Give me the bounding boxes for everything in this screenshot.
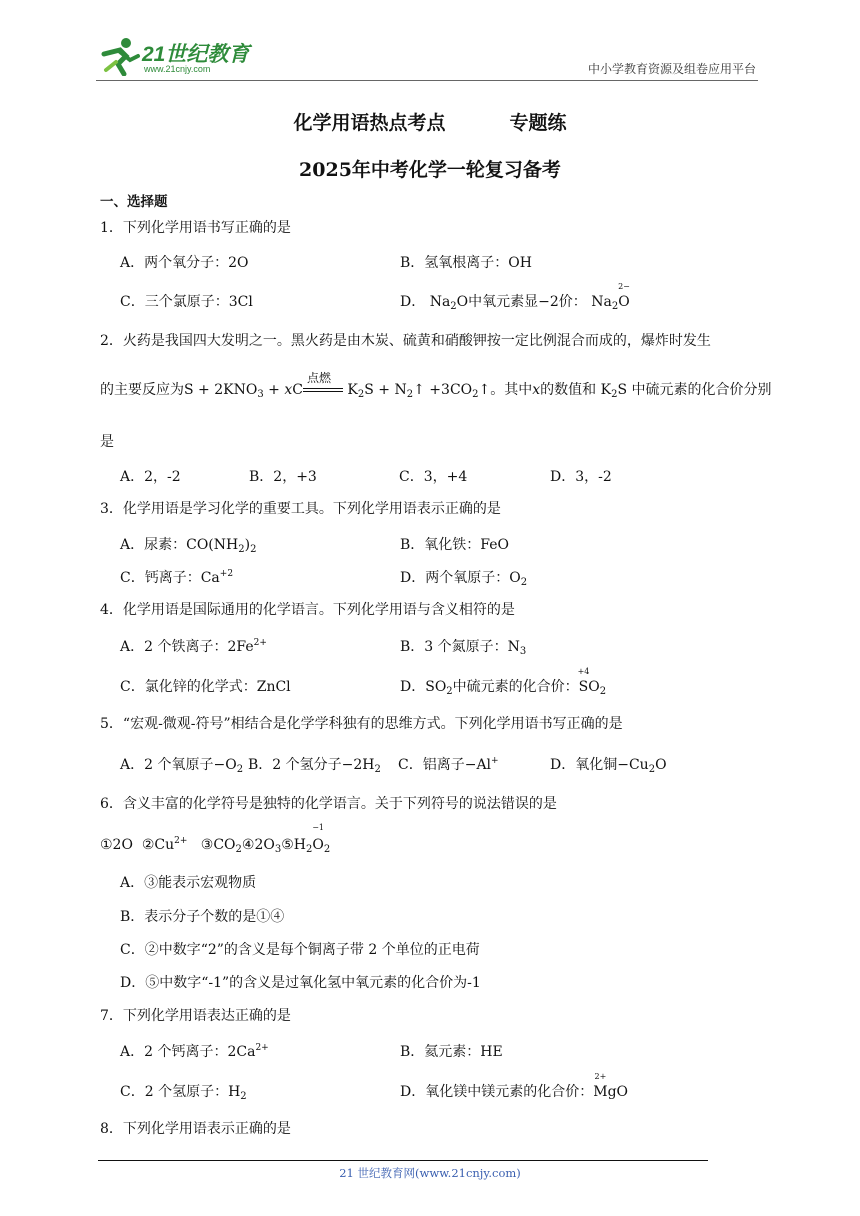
question-3-stem: 3．化学用语是学习化学的重要工具。下列化学用语表示正确的是 [100,501,501,517]
page-title [0,108,860,135]
page-subtitle: 2025年中考化学一轮复习备考 [299,159,561,181]
q2-option-a[interactable]: A．2，-2 [120,469,181,485]
q5-option-c[interactable]: C．铝离子−Al+ [398,756,499,773]
question-4-stem: 4．化学用语是国际通用的化学语言。下列化学用语与含义相符的是 [100,602,515,618]
q1-option-b[interactable]: B．氢氧根离子：OH [400,255,532,271]
q1-option-c[interactable]: C．三个氯原子：3Cl [120,294,253,310]
q6-symbols: ①2O $②Cu^{2+}$ $③CO_2④2O_3⑤H_2$ −1 $O_2$ [100,823,331,855]
question-2-stem-line3: 是 [100,434,114,450]
header-divider [96,80,758,81]
q3-option-b[interactable]: B．氧化铁：FeO [400,537,509,553]
q2-option-c[interactable]: C．3，+4 [399,469,468,485]
header-platform-text: 中小学教育资源及组卷应用平台 [587,62,756,76]
logo-url: www.21cnjy.com [144,64,211,74]
question-8-stem: 8．下列化学用语表示正确的是 [100,1121,291,1137]
question-2-stem-line1: 2．火药是我国四大发明之一。黑火药是由木炭、硫黄和硝酸钾按一定比例混合而成的，爆炸时发生 [100,333,711,349]
site-logo [96,36,256,78]
q6-option-c[interactable]: C．②中数字“2”的含义是每个铜离子带 2 个单位的正电荷 [120,942,480,958]
q3-option-a[interactable]: A．尿素：$CO(NH_2)_2$ [120,537,257,555]
q6-option-a[interactable]: A．③能表示宏观物质 [120,875,257,891]
q2-option-b[interactable]: B．2，+3 [249,469,317,485]
q2-option-d[interactable]: D．3，-2 [550,469,612,485]
question-2-stem-line2: 的主要反应为$S + 2KNO_3$ + xC 点燃 $K_2S$ + $N_2↑$ $+3CO_2↑$。其中x的数值和 $K_2S$ 中硫元素的化合价分别 [100,371,772,400]
footer-text[interactable]: 21 世纪教育网(www.21cnjy.com) [339,1166,521,1180]
logo-text: 21世纪教育 [142,43,250,66]
q7-option-b[interactable]: B．氦元素：HE [400,1044,503,1060]
q3-option-d[interactable]: D．两个氧原子：$O_2$ [400,570,528,588]
question-5-stem: 5．“宏观-微观-符号”相结合是化学学科独有的思维方式。下列化学用语书写正确的是 [100,716,623,732]
q5-option-b[interactable]: B．2 个氢分子$-2H_2$ [248,757,381,775]
q6-option-d[interactable]: D．⑤中数字“-1”的含义是过氧化氢中氧元素的化合价为-1 [120,975,481,991]
q5-option-d[interactable]: D．氧化铜$-Cu_2O$ [550,757,667,775]
q4-option-c[interactable]: C．氯化锌的化学式：ZnCl [120,679,291,695]
title-left: 化学用语热点考点 [293,112,446,134]
q4-option-b[interactable]: B．3 个氮原子：$N_3$ [400,639,527,657]
q5-option-a[interactable]: A．2 个氧原子$-O_2$ [120,757,244,775]
q1-option-a[interactable]: A．两个氧分子：2O [120,255,249,271]
question-7-stem: 7．下列化学用语表达正确的是 [100,1008,291,1024]
q7-option-a[interactable]: A．2 个钙离子：$2Ca^{2+}$ [120,1043,269,1060]
q3-option-c[interactable]: C．钙离子：$Ca^{+2}$ [120,569,234,586]
question-1-stem: 1．下列化学用语书写正确的是 [100,220,291,236]
q6-option-b[interactable]: B．表示分子个数的是①④ [120,909,285,925]
q7-option-d[interactable]: D．氧化镁中镁元素的化合价： 2+ MgO [400,1072,629,1100]
q7-option-c[interactable]: C．2 个氢原子：$H_2$ [120,1084,247,1102]
q4-option-a[interactable]: A．2 个铁离子：$2Fe^{2+}$ [120,638,267,655]
runner-logo-icon [96,36,142,76]
title-right: 专题练 [509,112,567,134]
section-heading: 一、选择题 [100,194,168,210]
question-6-stem: 6．含义丰富的化学符号是独特的化学语言。关于下列符号的说法错误的是 [100,796,557,812]
q1-option-d[interactable]: D． $Na_2O$中氧元素显−2价： $Na_2$ 2− O [400,282,630,312]
q4-option-d[interactable]: D．$SO_2$中硫元素的化合价： +4 $SO_2$ [400,667,607,697]
reaction-equation: $S + 2KNO_3$ + xC 点燃 $K_2S$ + $N_2↑$ $+3CO_2↑$ [184,371,491,400]
footer-divider [98,1160,708,1161]
